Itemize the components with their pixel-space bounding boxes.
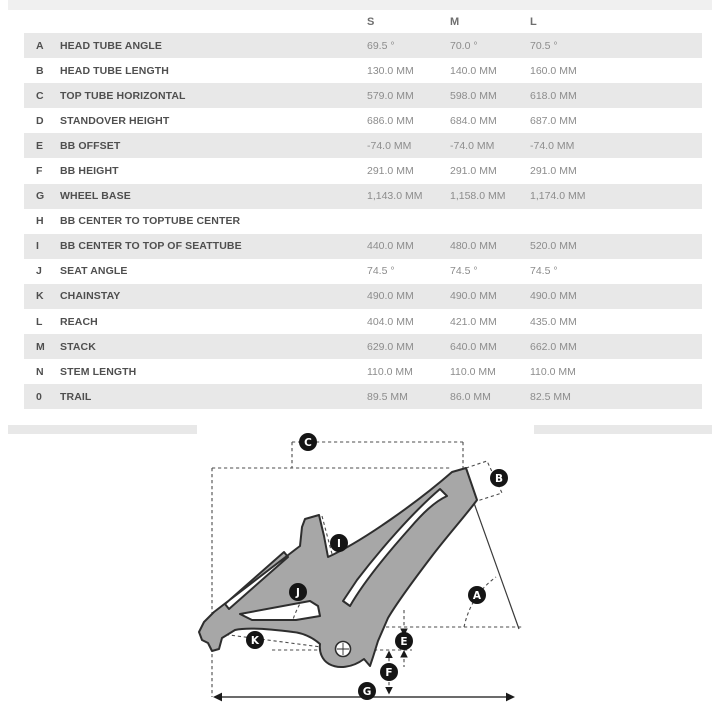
row-label: BB HEIGHT	[60, 165, 119, 178]
row-value-m: 421.0 MM	[450, 315, 497, 328]
row-value-s: 579.0 MM	[367, 89, 414, 102]
row-value-m: 480.0 MM	[450, 240, 497, 253]
table-row	[24, 284, 702, 309]
marker-letter-b: B	[494, 472, 504, 485]
row-value-s: 404.0 MM	[367, 315, 414, 328]
row-letter: I	[36, 240, 39, 253]
table-header-row	[24, 10, 702, 33]
marker-letter-g: G	[362, 685, 372, 698]
table-row	[24, 184, 702, 209]
table-row	[24, 209, 702, 234]
row-value-l: 435.0 MM	[530, 315, 577, 328]
row-label: STANDOVER HEIGHT	[60, 114, 170, 127]
row-letter: D	[36, 114, 44, 127]
row-value-s: 440.0 MM	[367, 240, 414, 253]
row-letter: C	[36, 89, 44, 102]
table-row	[24, 359, 702, 384]
table-row	[24, 259, 702, 284]
row-value-s: 686.0 MM	[367, 114, 414, 127]
row-value-m: 86.0 MM	[450, 390, 491, 403]
table-body	[24, 33, 702, 409]
table-row	[24, 234, 702, 259]
row-label: BB CENTER TO TOP OF SEATTUBE	[60, 240, 242, 253]
marker-letter-c: C	[304, 436, 312, 449]
table-row	[24, 58, 702, 83]
row-value-m: 74.5 °	[450, 265, 478, 278]
marker-letter-e: E	[400, 635, 408, 648]
row-letter: A	[36, 39, 44, 52]
row-value-m: 291.0 MM	[450, 165, 497, 178]
row-letter: 0	[36, 390, 42, 403]
page-top-divider	[8, 0, 712, 10]
row-value-s: 291.0 MM	[367, 165, 414, 178]
column-header-size-s: S	[367, 15, 375, 28]
row-letter: E	[36, 139, 44, 152]
bb-height-arrow-bottom	[385, 687, 393, 695]
row-value-l: 70.5 °	[530, 39, 558, 52]
row-label: REACH	[60, 315, 98, 328]
row-value-m: 684.0 MM	[450, 114, 497, 127]
row-value-l: -74.0 MM	[530, 139, 575, 152]
row-letter: L	[36, 315, 43, 328]
row-label: BB OFFSET	[60, 139, 121, 152]
row-value-m: 110.0 MM	[450, 365, 496, 378]
row-value-s: 89.5 MM	[367, 390, 408, 403]
table-row	[24, 384, 702, 409]
table-row	[24, 334, 702, 359]
row-label: HEAD TUBE LENGTH	[60, 64, 169, 77]
row-value-l: 520.0 MM	[530, 240, 577, 253]
frame-geometry-diagram	[0, 430, 720, 720]
table-row	[24, 83, 702, 108]
table-row	[24, 309, 702, 334]
row-label: STACK	[60, 340, 96, 353]
row-value-s: 74.5 °	[367, 265, 395, 278]
row-value-m: 1,158.0 MM	[450, 190, 506, 203]
row-value-m: -74.0 MM	[450, 139, 495, 152]
table-row	[24, 158, 702, 183]
row-value-l: 110.0 MM	[530, 365, 576, 378]
table-row	[24, 133, 702, 158]
row-value-l: 291.0 MM	[530, 165, 577, 178]
bb-offset-arrow-bottom	[400, 650, 408, 658]
row-letter: K	[36, 290, 44, 303]
bike-frame-shape	[199, 468, 477, 667]
wheelbase-arrow-right	[506, 693, 515, 702]
row-label: SEAT ANGLE	[60, 265, 128, 278]
row-letter: M	[36, 340, 45, 353]
wheelbase-arrow-left	[213, 693, 222, 702]
row-label: TRAIL	[60, 390, 92, 403]
row-value-l: 490.0 MM	[530, 290, 577, 303]
row-value-l: 1,174.0 MM	[530, 190, 586, 203]
row-letter: B	[36, 64, 44, 77]
bb-height-arrow-top	[385, 651, 393, 659]
table-row	[24, 108, 702, 133]
marker-letter-f: F	[385, 666, 393, 679]
row-letter: J	[36, 265, 42, 278]
row-label: HEAD TUBE ANGLE	[60, 39, 163, 52]
row-label: STEM LENGTH	[60, 365, 137, 378]
marker-letter-j: J	[296, 586, 300, 599]
row-label: TOP TUBE HORIZONTAL	[60, 89, 186, 102]
row-value-m: 490.0 MM	[450, 290, 497, 303]
row-value-m: 640.0 MM	[450, 340, 497, 353]
column-header-size-m: M	[450, 15, 460, 28]
row-value-s: -74.0 MM	[367, 139, 412, 152]
row-value-s: 629.0 MM	[367, 340, 414, 353]
marker-letter-a: A	[472, 589, 482, 602]
row-value-l: 618.0 MM	[530, 89, 577, 102]
row-value-m: 598.0 MM	[450, 89, 497, 102]
head-angle-axis-line	[474, 503, 519, 629]
row-value-l: 74.5 °	[530, 265, 558, 278]
row-label: CHAINSTAY	[60, 290, 121, 303]
row-value-l: 662.0 MM	[530, 340, 577, 353]
row-value-s: 130.0 MM	[367, 64, 414, 77]
row-letter: F	[36, 165, 43, 178]
row-label: WHEEL BASE	[60, 190, 131, 203]
row-value-m: 140.0 MM	[450, 64, 497, 77]
row-label: BB CENTER TO TOPTUBE CENTER	[60, 215, 241, 228]
marker-letter-i: I	[337, 537, 341, 550]
row-value-s: 110.0 MM	[367, 365, 413, 378]
row-value-l: 160.0 MM	[530, 64, 577, 77]
marker-letter-k: K	[250, 634, 260, 647]
geometry-table	[24, 10, 702, 409]
row-value-s: 69.5 °	[367, 39, 395, 52]
row-value-l: 82.5 MM	[530, 390, 571, 403]
row-value-s: 1,143.0 MM	[367, 190, 423, 203]
table-row	[24, 33, 702, 58]
row-value-m: 70.0 °	[450, 39, 478, 52]
row-letter: G	[36, 190, 45, 203]
row-value-l: 687.0 MM	[530, 114, 577, 127]
row-letter: H	[36, 215, 44, 228]
column-header-size-l: L	[530, 15, 537, 28]
row-letter: N	[36, 365, 44, 378]
row-value-s: 490.0 MM	[367, 290, 414, 303]
